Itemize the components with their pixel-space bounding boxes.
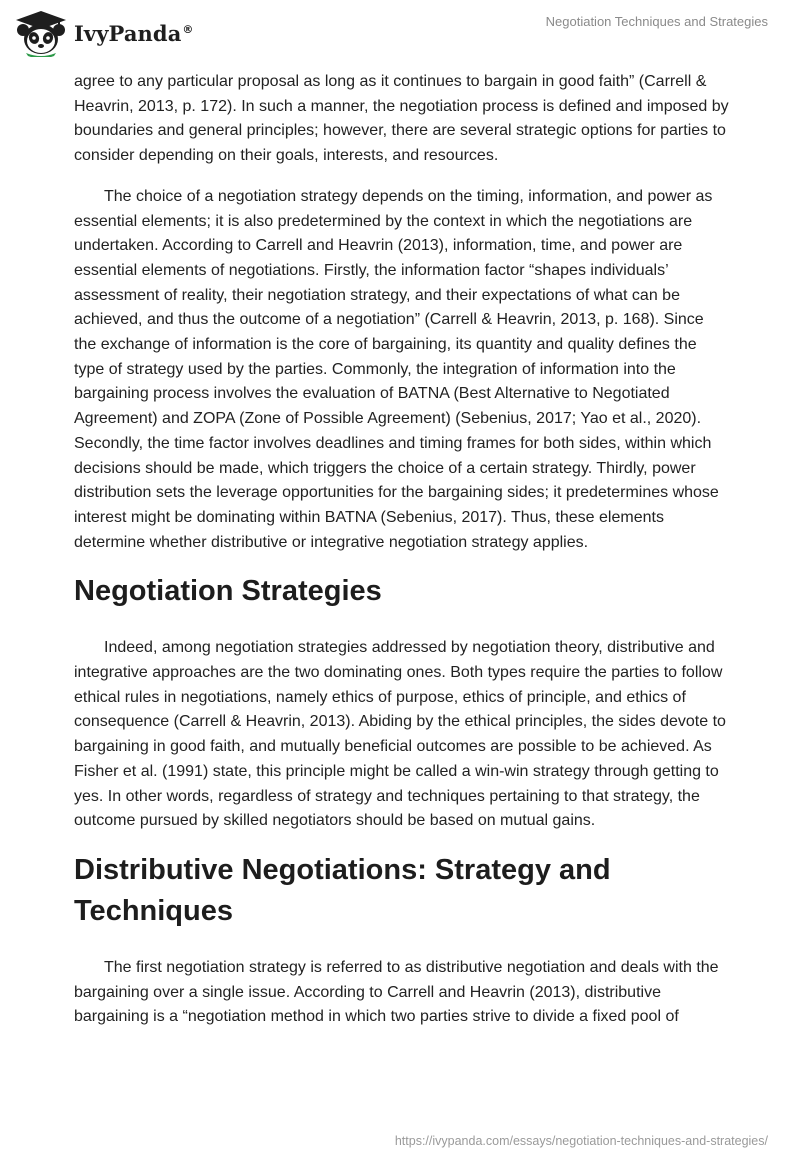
heading-distributive-negotiations: Distributive Negotiations: Strategy and Techniques <box>74 853 611 927</box>
paragraph-elements: The choice of a negotiation strategy depends on the timing, information, and power as essential elements; it is also predetermined by the context in which the negotiations are undertaken. According to Carrell and Heavrin (2013), information, time, and power are essential elements of negotiations. Firstly, the information factor “shapes individuals’ assessment of reality, their negotiation strategy, and their expectations of what can be achieved, and thus the outcome of a negotiation” (Carrell & Heavrin, 2013, p. 168). Since the exchange of information is the core of bargaining, its quantity and quality defines the type of strategy used by the parties. Commonly, the integration of information into the bargaining process involves the evaluation of BATNA (Best Alternative to Negotiated Agreement) and ZOPA (Zone of Possible Agreement) (Sebenius, 2017; Yao et al., 2020). Secondly, the time factor involves deadlines and timing frames for both sides, within which decisions should be made, which triggers the choice of a certain strategy. Thirdly, power distribution sets the leverage opportunities for the bargaining sides; it predetermines whose interest might be dominating within BATNA (Sebenius, 2017). Thus, these elements determine whether distributive or integrative negotiation strategy applies. <box>74 187 719 551</box>
paragraph-distributive: The first negotiation strategy is referred to as distributive negotiation and deals with the bargaining over a single issue. According to Carrell and Heavrin (2013), distributive bargaining is a “negotiation method in which two parties strive to divide a fixed pool of <box>74 958 719 1026</box>
paragraph-continuation: agree to any particular proposal as long as it continues to bargain in good faith” (Carrell & Heavrin, 2013, p. 172). In such a manner, the negotiation process is defined and imposed by boundaries and general principles; however, there are several strategic options for parties to consider depending on their goals, interests, and resources. <box>74 73 729 165</box>
page-header <box>0 0 800 64</box>
ivypanda-logo[interactable] <box>14 8 194 58</box>
paragraph-strategies: Indeed, among negotiation strategies addressed by negotiation theory, distributive and integrative approaches are the two dominating ones. Both types require the parties to follow ethical rules in negotiations, namely ethics of purpose, ethics of principle, and ethics of consequence (Carrell & Heavrin, 2013). Abiding by the ethical principles, the sides devote to bargaining in good faith, and mutually beneficial outcomes are possible to be achieved. As Fisher et al. (1991) state, this principle might be called a win-win strategy through getting to yes. In other words, regardless of strategy and techniques pertaining to that strategy, the outcome pursued by skilled negotiators should be based on mutual gains. <box>74 639 726 830</box>
source-url[interactable]: https://ivypanda.com/essays/negotiation-techniques-and-strategies/ <box>394 1134 768 1148</box>
registered-mark: ® <box>182 22 194 36</box>
brand-name: IvyPanda® <box>74 20 194 46</box>
panda-graduate-icon <box>14 9 68 57</box>
essay-content <box>74 70 730 1046</box>
document-title: Negotiation Techniques and Strategies <box>545 14 768 29</box>
heading-negotiation-strategies: Negotiation Strategies <box>74 575 382 608</box>
